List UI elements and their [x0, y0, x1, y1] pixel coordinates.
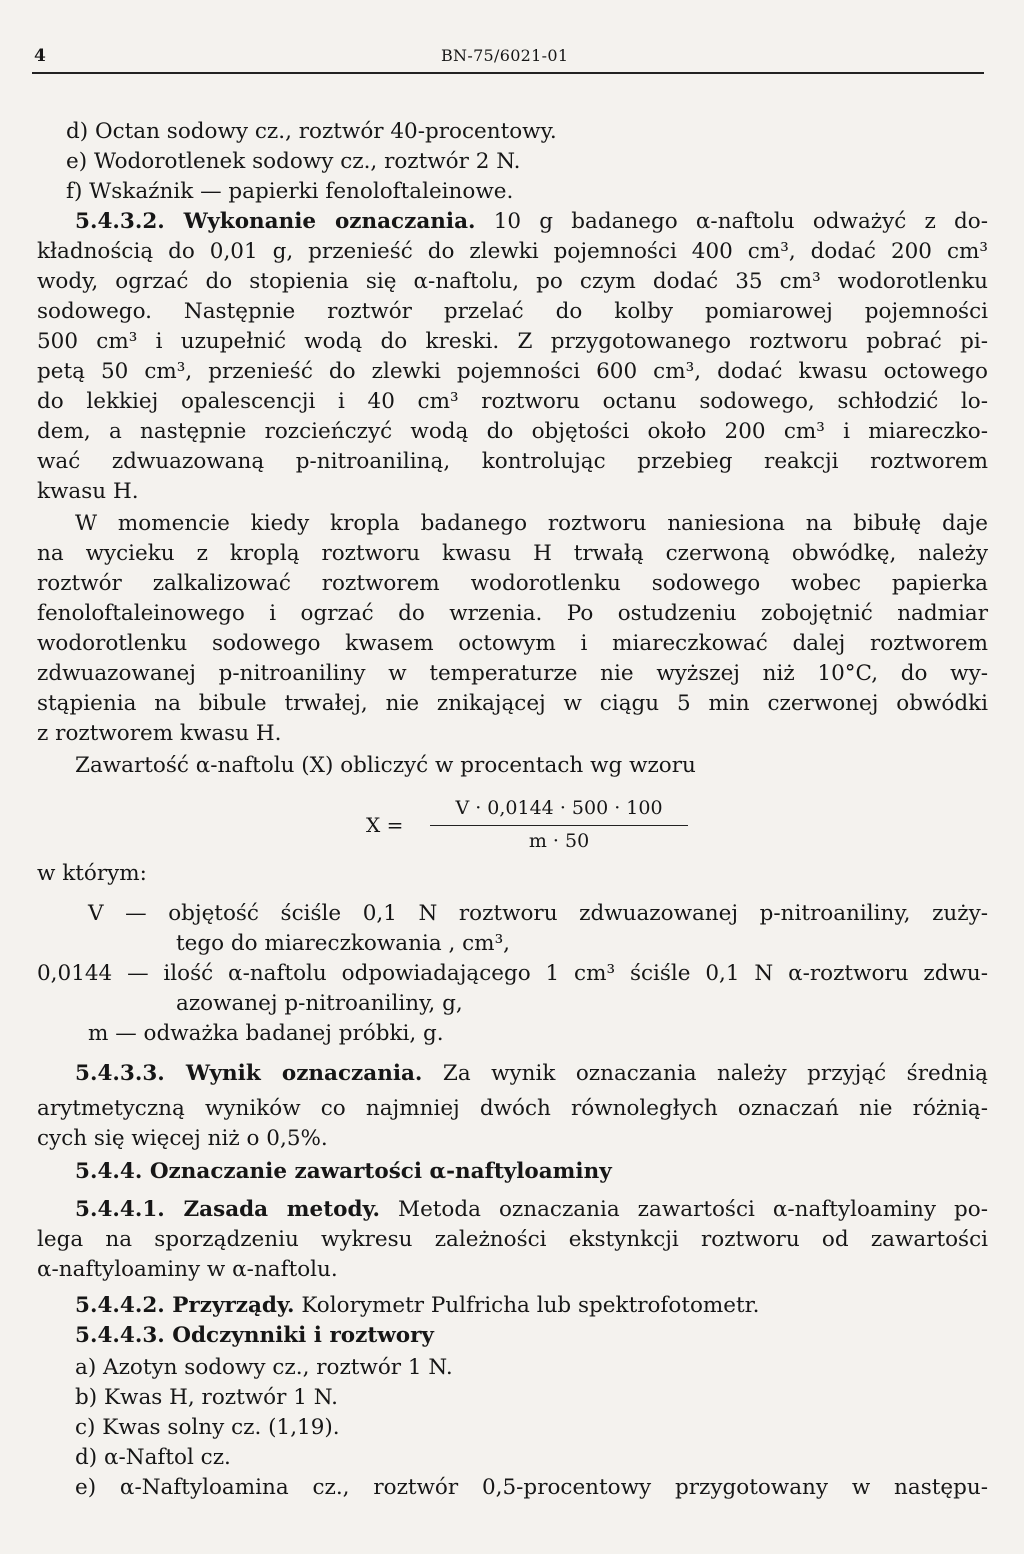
- paragraph-line: α-naftyloaminy w α-naftolu.: [37, 1257, 338, 1282]
- paragraph-line: wać zdwuazowaną p-nitroaniliną, kontrolując przebieg reakcji roztworem: [37, 449, 988, 474]
- paragraph-text: Kolorymetr Pulfricha lub spektrofotometr.: [294, 1293, 760, 1318]
- list-item: d) Octan sodowy cz., roztwór 40-procentowy.: [66, 119, 557, 144]
- paragraph-line: lega na sporządzeniu wykresu zależności ekstynkcji roztworu od zawartości: [37, 1227, 988, 1252]
- page-number: 4: [34, 46, 46, 66]
- paragraph-line: stąpienia na bibule trwałej, nie znikającej w ciągu 5 min czerwonej obwódki: [37, 691, 988, 716]
- list-item: c) Kwas solny cz. (1,19).: [75, 1415, 340, 1440]
- paragraph-line: dem, a następnie rozcieńczyć wodą do objętości około 200 cm³ i miareczko-: [37, 419, 988, 444]
- paragraph-line: 500 cm³ i uzupełnić wodą do kreski. Z przygotowanego roztworu pobrać pi-: [37, 329, 988, 354]
- paragraph-line: cych się więcej niż o 0,5%.: [37, 1126, 328, 1151]
- paragraph-line: sodowego. Następnie roztwór przelać do kolby pomiarowej pojemności: [37, 299, 988, 324]
- formula-fraction: [430, 797, 688, 857]
- section-heading: 5.4.3.3. Wynik oznaczania.: [75, 1061, 423, 1086]
- list-item: e) Wodorotlenek sodowy cz., roztwór 2 N.: [66, 149, 521, 174]
- variable-definition: m — odważka badanej próbki, g.: [88, 1021, 444, 1046]
- list-item: f) Wskaźnik — papierki fenoloftaleinowe.: [66, 179, 514, 204]
- where-label: w którym:: [37, 861, 147, 886]
- section-heading: 5.4.4.1. Zasada metody.: [75, 1197, 381, 1222]
- paragraph-line: wodorotlenku sodowego kwasem octowym i miareczkować dalej roztworem: [37, 631, 988, 656]
- paragraph-line: petą 50 cm³, przenieść do zlewki pojemności 600 cm³, dodać kwasu octowego: [37, 359, 988, 384]
- list-item: e) α-Naftyloamina cz., roztwór 0,5-procentowy przygotowany w następu-: [75, 1475, 988, 1500]
- list-item: b) Kwas H, roztwór 1 N.: [75, 1385, 338, 1410]
- paragraph-line: fenoloftaleinowego i ogrzać do wrzenia. Po ostudzeniu zobojętnić nadmiar: [37, 601, 988, 626]
- section-5432-first-line: [75, 208, 988, 235]
- paragraph-line: wody, ogrzać do stopienia się α-naftolu, po czym dodać 35 cm³ wodorotlenku: [37, 269, 988, 294]
- variable-definition: V — objętość ściśle 0,1 N roztworu zdwuazowanej p-nitroaniliny, zuży-: [88, 901, 988, 926]
- paragraph-line: na wycieku z kroplą roztworu kwasu H trwałą czerwoną obwódkę, należy: [37, 541, 988, 566]
- list-item: a) Azotyn sodowy cz., roztwór 1 N.: [75, 1355, 453, 1380]
- paragraph-line: roztwór zalkalizować roztworem wodorotlenku sodowego wobec papierka: [37, 571, 988, 596]
- section-heading: 5.4.4.2. Przyrządy.: [75, 1293, 295, 1318]
- formula-lhs: X =: [366, 813, 404, 837]
- variable-definition: 0,0144 — ilość α-naftolu odpowiadającego 1 cm³ ściśle 0,1 N α-roztworu zdwu-: [37, 961, 988, 986]
- fraction-bar: [430, 825, 688, 826]
- paragraph-line: arytmetyczną wyników co najmniej dwóch równoległych oznaczań nie różnią-: [37, 1096, 988, 1121]
- variable-definition: tego do miareczkowania , cm³,: [176, 931, 511, 956]
- document-code: BN-75/6021-01: [441, 46, 569, 65]
- section-heading: 5.4.4. Oznaczanie zawartości α-naftyloaminy: [75, 1159, 612, 1184]
- paragraph-line: W momencie kiedy kropla badanego roztworu naniesiona na bibułę daje: [75, 511, 988, 536]
- section-heading: 5.4.3.2. Wykonanie oznaczania.: [75, 209, 476, 234]
- paragraph-line: kładnością do 0,01 g, przenieść do zlewki pojemności 400 cm³, dodać 200 cm³: [37, 239, 988, 264]
- formula-intro: Zawartość α-naftolu (X) obliczyć w procentach wg wzoru: [75, 753, 696, 778]
- page-header: [32, 38, 984, 74]
- paragraph-text: Za wynik oznaczania należy przyjąć średnią: [422, 1061, 988, 1086]
- paragraph-line: do lekkiej opalescencji i 40 cm³ roztworu octanu sodowego, schłodzić lo-: [37, 389, 988, 414]
- paragraph-line: zdwuazowanej p-nitroaniliny w temperaturze nie wyższej niż 10°C, do wy-: [37, 661, 988, 686]
- section-5441-first-line: [75, 1196, 988, 1223]
- list-item: d) α-Naftol cz.: [75, 1445, 231, 1470]
- formula-denominator: m · 50: [528, 830, 590, 852]
- paragraph-line: z roztworem kwasu H.: [37, 721, 282, 746]
- variable-definition: azowanej p-nitroaniliny, g,: [176, 991, 463, 1016]
- paragraph-text: 10 g badanego α-naftolu odważyć z do-: [475, 209, 988, 234]
- formula-numerator: V · 0,0144 · 500 · 100: [455, 797, 663, 819]
- paragraph-line: kwasu H.: [37, 479, 139, 504]
- section-5442-line: [75, 1292, 759, 1319]
- section-5433-first-line: [75, 1060, 988, 1087]
- paragraph-text: Metoda oznaczania zawartości α-naftyloaminy po-: [380, 1197, 988, 1222]
- section-heading: 5.4.4.3. Odczynniki i roztwory: [75, 1323, 434, 1348]
